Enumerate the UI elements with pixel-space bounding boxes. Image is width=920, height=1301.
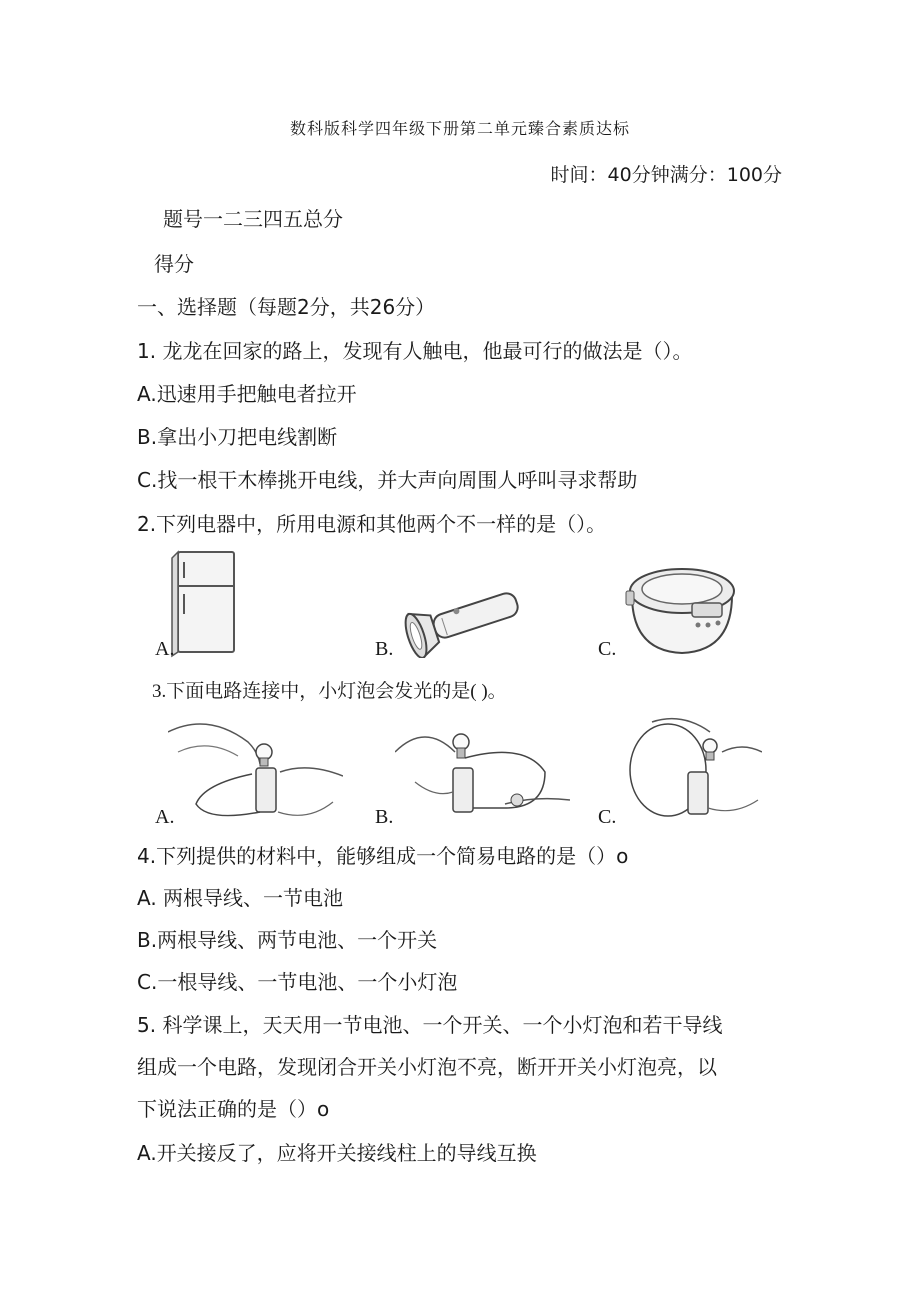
- q1-option-a: A.迅速用手把触电者拉开: [137, 382, 357, 406]
- q5-option-a: A.开关接反了，应将开关接线柱上的导线互换: [137, 1141, 537, 1165]
- question-5-line-1: 5. 科学课上，天天用一节电池、一个开关、一个小灯泡和若干导线: [137, 1013, 723, 1037]
- circuit-hands-icon: [622, 712, 762, 830]
- score-table-header: 题号一二三四五总分: [163, 207, 343, 231]
- q1-option-b: B.拿出小刀把电线割断: [137, 425, 338, 449]
- page-title: 数科版科学四年级下册第二单元臻合素质达标: [289, 119, 630, 138]
- q2-label-c: C.: [598, 638, 617, 660]
- q4-option-c: C.一根导线、一节电池、一个小灯泡: [137, 970, 458, 994]
- circuit-hands-icon: [395, 712, 570, 830]
- q3-label-b: B.: [375, 806, 394, 828]
- question-3: 3.下面电路连接中，小灯泡会发光的是( )。: [152, 681, 507, 702]
- q2-label-a: A.: [155, 638, 175, 660]
- q3-label-c: C.: [598, 806, 617, 828]
- refrigerator-icon: [170, 548, 240, 658]
- q3-label-a: A.: [155, 806, 175, 828]
- q4-option-a: A. 两根导线、一节电池: [137, 886, 344, 910]
- question-5-line-3: 下说法正确的是（）o: [137, 1097, 330, 1121]
- q2-label-b: B.: [375, 638, 394, 660]
- question-2: 2.下列电器中，所用电源和其他两个不一样的是（）。: [137, 512, 607, 536]
- rice-cooker-icon: [622, 555, 742, 659]
- q4-option-b: B.两根导线、两节电池、一个开关: [137, 928, 438, 952]
- q1-option-c: C.找一根干木棒挑开电线，并大声向周围人呼叫寻求帮助: [137, 468, 638, 492]
- question-5-line-2: 组成一个电路，发现闭合开关小灯泡不亮，断开开关小灯泡亮，以: [137, 1055, 717, 1079]
- exam-meta: 时间：40分钟满分：100分: [550, 164, 782, 186]
- circuit-hands-icon: [168, 712, 343, 830]
- flashlight-icon: [400, 586, 525, 658]
- question-1: 1. 龙龙在回家的路上，发现有人触电，他最可行的做法是（）。: [137, 339, 693, 363]
- score-table-score: 得分: [154, 252, 194, 276]
- question-4: 4.下列提供的材料中，能够组成一个简易电路的是（）o: [137, 844, 629, 868]
- section-heading: 一、选择题（每题2分，共26分）: [137, 295, 436, 319]
